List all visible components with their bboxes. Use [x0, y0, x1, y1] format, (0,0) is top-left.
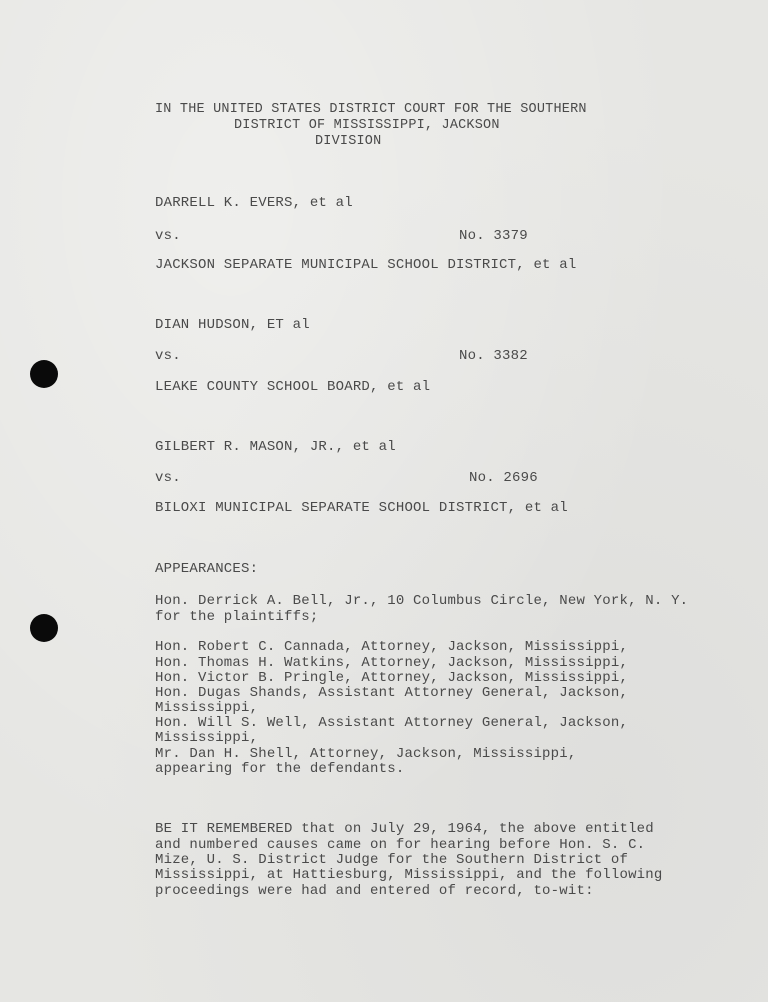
plaintiff-counsel-line: Hon. Derrick A. Bell, Jr., 10 Columbus Circle, New York, N. Y. [155, 593, 689, 609]
court-heading-line-3: DIVISION [315, 134, 382, 149]
remembered-line: and numbered causes came on for hearing before Hon. S. C. [155, 837, 646, 853]
defense-counsel-line: Mr. Dan H. Shell, Attorney, Jackson, Mississippi, [155, 746, 577, 762]
defense-counsel-line: appearing for the defendants. [155, 761, 405, 777]
case-1-number: No. 3379 [459, 228, 528, 244]
defense-counsel-line: Hon. Thomas H. Watkins, Attorney, Jackson, Mississippi, [155, 655, 629, 671]
case-1-defendant: JACKSON SEPARATE MUNICIPAL SCHOOL DISTRICT, et al [155, 257, 577, 273]
punch-hole [30, 360, 58, 388]
case-3-defendant: BILOXI MUNICIPAL SEPARATE SCHOOL DISTRICT, et al [155, 500, 568, 516]
court-heading-line-1: IN THE UNITED STATES DISTRICT COURT FOR THE SOUTHERN [155, 102, 587, 117]
court-heading-line-2: DISTRICT OF MISSISSIPPI, JACKSON [234, 118, 500, 133]
defense-counsel-line: Hon. Victor B. Pringle, Attorney, Jackson, Mississippi, [155, 670, 629, 686]
defense-counsel-line: Hon. Robert C. Cannada, Attorney, Jackson, Mississippi, [155, 639, 629, 655]
case-2-plaintiff: DIAN HUDSON, ET al [155, 317, 310, 333]
defense-counsel-line: Hon. Dugas Shands, Assistant Attorney General, Jackson, [155, 685, 629, 701]
remembered-line: Mize, U. S. District Judge for the Southern District of [155, 852, 629, 868]
remembered-line: BE IT REMEMBERED that on July 29, 1964, the above entitled [155, 821, 654, 837]
case-3-plaintiff: GILBERT R. MASON, JR., et al [155, 439, 396, 455]
case-2-vs: vs. [155, 348, 181, 364]
remembered-line: Mississippi, at Hattiesburg, Mississippi, and the following [155, 867, 663, 883]
appearances-label: APPEARANCES: [155, 561, 259, 577]
defense-counsel-line: Mississippi, [155, 730, 259, 746]
case-1-vs: vs. [155, 228, 181, 244]
case-3-number: No. 2696 [469, 470, 538, 486]
case-2-defendant: LEAKE COUNTY SCHOOL BOARD, et al [155, 379, 431, 395]
case-2-number: No. 3382 [459, 348, 528, 364]
case-3-vs: vs. [155, 470, 181, 486]
defense-counsel-line: Mississippi, [155, 700, 259, 716]
case-1-plaintiff: DARRELL K. EVERS, et al [155, 195, 353, 211]
remembered-line: proceedings were had and entered of record, to-wit: [155, 883, 594, 899]
plaintiff-counsel-line: for the plaintiffs; [155, 609, 319, 625]
punch-hole [30, 614, 58, 642]
defense-counsel-line: Hon. Will S. Well, Assistant Attorney General, Jackson, [155, 715, 629, 731]
